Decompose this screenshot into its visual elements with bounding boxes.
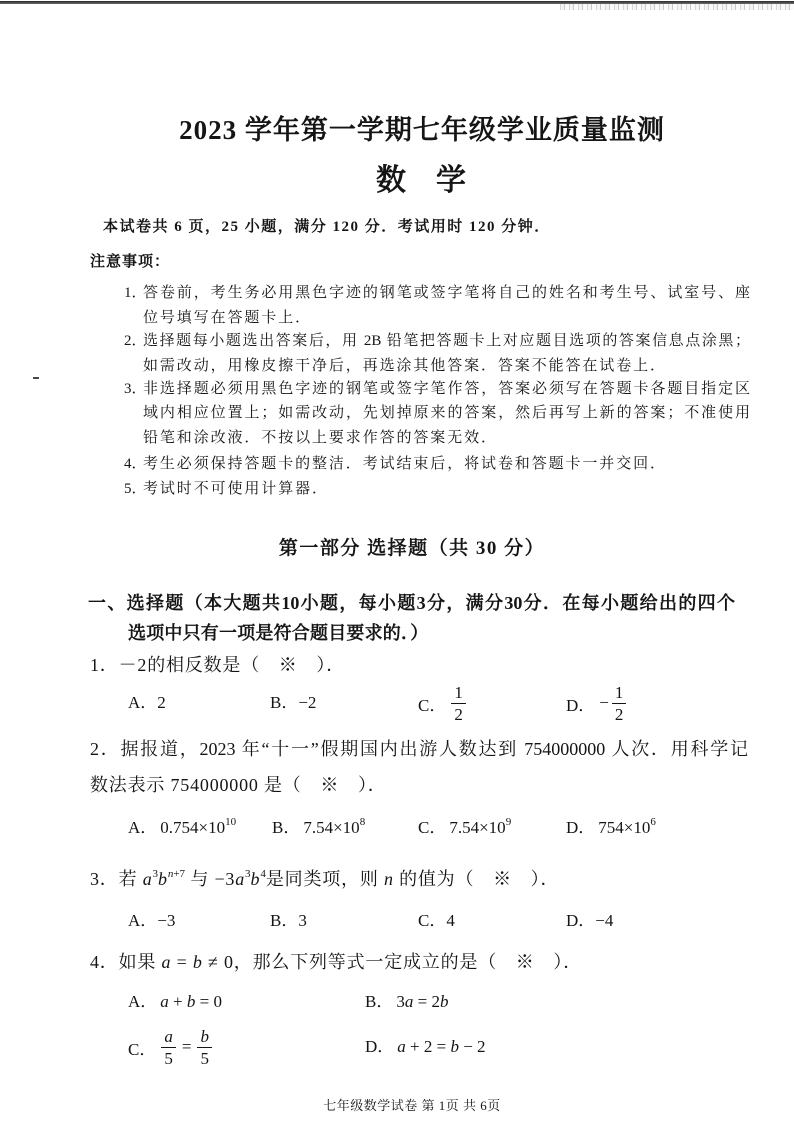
option-label: B．	[365, 992, 394, 1011]
question-2-option-c	[418, 816, 511, 840]
option-exponent: 10	[225, 816, 237, 829]
option-label: C．	[128, 1039, 157, 1059]
notice-item-5-line: 考试时不可使用计算器．	[143, 481, 329, 497]
question-4-option-d	[365, 1035, 486, 1059]
stem-text: 是同类项，则	[265, 869, 384, 889]
math-variable: b	[439, 992, 449, 1011]
scan-noise	[560, 4, 794, 10]
notice-item-3-line: 域内相应位置上；如需改动，先划掉原来的答案，然后再写上新的答案；不准使用	[143, 405, 750, 421]
notice-item-4-line: 考生必须保持答题卡的整洁．考试结束后，将试卷和答题卡一并交回．	[143, 456, 667, 472]
math-exponent: 3	[152, 868, 159, 880]
math-variable: a	[142, 869, 153, 889]
math-variable: n	[167, 868, 174, 880]
option-base: 754×10	[598, 818, 651, 837]
math-variable: b	[186, 992, 196, 1011]
math-variable: a	[161, 952, 172, 972]
option-base: 0.754×10	[160, 818, 226, 837]
option-label: A．	[128, 992, 158, 1011]
question-1-option-d	[566, 681, 628, 725]
math-coefficient: 2	[431, 992, 440, 1011]
option-label: D．	[566, 695, 596, 715]
fraction-numerator: b	[197, 1027, 212, 1048]
exam-info: 本试卷共 6 页，25 小题，满分 120 分．考试用时 120 分钟．	[103, 219, 551, 235]
question-1-option-b: B．−2	[270, 693, 317, 712]
option-label: C．	[418, 695, 447, 715]
fraction	[161, 1027, 176, 1068]
question-2-option-d	[566, 816, 656, 840]
math-coefficient: −3	[214, 869, 236, 889]
page-footer: 七年级数学试卷 第 1页 共 6页	[323, 1098, 501, 1113]
scan-speck	[33, 377, 39, 379]
question-number: 3．	[90, 869, 119, 889]
math-text: =	[171, 952, 193, 972]
part-one-heading: 第一部分 选择题（共 30 分）	[278, 538, 546, 559]
math-variable: n	[383, 869, 394, 889]
math-text: − 2	[458, 1037, 486, 1056]
math-variable: b	[250, 869, 261, 889]
option-label: C．	[418, 818, 447, 837]
math-text: = 0	[195, 992, 222, 1011]
question-2-option-a	[128, 816, 236, 840]
question-3-option-a: A．−3	[128, 911, 176, 930]
fraction	[197, 1027, 212, 1068]
question-2-stem-line: 数法表示 754000000 是（ ※ ）．	[90, 775, 387, 795]
math-variable: a	[397, 1037, 406, 1056]
notice-item-4-number: 4．	[124, 456, 147, 472]
equals-sign: =	[181, 1037, 192, 1056]
stem-text: 若	[118, 869, 143, 889]
notice-heading: 注意事项：	[90, 254, 171, 270]
subject-title: 数 学	[376, 164, 466, 197]
section-heading-line: 选项中只有一项是符合题目要求的．）	[128, 623, 429, 643]
exam-title: 2023 学年第一学期七年级学业质量监测	[179, 115, 665, 145]
math-text: =	[413, 992, 432, 1011]
question-4-option-a	[128, 990, 222, 1014]
notice-item-1-number: 1．	[124, 285, 147, 301]
question-2-stem-line: 2．据报道，2023 年“十一”假期国内出游人数达到 754000000 人次．用科学记	[90, 739, 748, 759]
math-variable: a	[404, 992, 414, 1011]
option-exponent: 8	[359, 816, 366, 829]
math-exponent: 3	[245, 868, 251, 880]
notice-item-2-line: 选择题每小题选出答案后，用 2B 铅笔把答题卡上对应题目选项的答案信息点涂黑；	[143, 333, 750, 349]
question-1-option-a: A．2	[128, 693, 166, 712]
math-text: +	[168, 992, 187, 1011]
math-variable: b	[158, 869, 168, 889]
question-4-option-c	[128, 1025, 214, 1069]
question-3-stem	[90, 868, 559, 890]
fraction	[612, 683, 627, 724]
notice-item-3-number: 3．	[124, 381, 147, 397]
question-1-option-c	[418, 681, 468, 725]
question-2-option-b	[272, 816, 365, 840]
question-3-option-d: D．−4	[566, 911, 614, 930]
math-coefficient: 3	[396, 992, 405, 1011]
question-3-option-c: C．4	[418, 911, 455, 930]
option-label: D．	[566, 818, 596, 837]
fraction-denominator: 2	[614, 704, 624, 724]
fraction-numerator: 1	[451, 683, 466, 704]
question-number: 4．	[90, 952, 119, 972]
math-exponent	[168, 868, 185, 880]
stem-text: ，那么下列等式一定成立的是（ ※ ）．	[233, 952, 582, 972]
math-variable: b	[450, 1037, 459, 1056]
minus-sign: −	[599, 693, 609, 712]
question-4-stem	[90, 951, 582, 973]
option-exponent: 6	[650, 816, 656, 829]
section-heading-line: 一、选择题（本大题共10小题，每小题3分，满分30分．在每小题给出的四个	[88, 593, 735, 613]
notice-item-2-number: 2．	[124, 333, 147, 349]
fraction-denominator: 2	[454, 704, 463, 724]
option-label: D．	[365, 1037, 395, 1056]
math-variable: a	[160, 992, 169, 1011]
fraction-denominator: 5	[200, 1048, 209, 1068]
math-variable: a	[235, 869, 246, 889]
math-variable: b	[192, 952, 203, 972]
notice-item-1-line: 位号填写在答题卡上．	[143, 310, 313, 326]
question-3-option-b: B．3	[270, 911, 307, 930]
math-exponent: 4	[260, 868, 266, 880]
stem-text: 与	[185, 869, 215, 889]
math-text: + 2 =	[405, 1037, 451, 1056]
notice-item-1-line: 答卷前，考生务必用黑色字迹的钢笔或签字笔将自己的姓名和考生号、试室号、座	[143, 285, 750, 301]
fraction-denominator: 5	[164, 1048, 173, 1068]
math-text: +7	[173, 868, 186, 880]
math-text: ≠ 0	[202, 952, 234, 972]
option-label: B．	[272, 818, 301, 837]
fraction	[451, 683, 466, 724]
notice-item-5-number: 5．	[124, 481, 147, 497]
notice-item-2-line: 如需改动，用橡皮擦干净后，再选涂其他答案．答案不能答在试卷上．	[143, 358, 667, 374]
option-exponent: 9	[505, 816, 512, 829]
notice-item-3-line: 铅笔和涂改液．不按以上要求作答的答案无效．	[143, 430, 498, 446]
fraction-numerator: a	[161, 1027, 176, 1048]
stem-text: 的值为（ ※ ）．	[393, 869, 560, 889]
question-1-stem: 1．－2的相反数是（ ※ ）．	[90, 655, 345, 675]
option-base: 7.54×10	[449, 818, 506, 837]
option-base: 7.54×10	[303, 818, 360, 837]
question-4-option-b	[365, 990, 448, 1014]
option-label: A．	[128, 818, 158, 837]
notice-item-3-line: 非选择题必须用黑色字迹的钢笔或签字笔作答，答案必须写在答题卡各题目指定区	[143, 381, 750, 397]
stem-text: 如果	[118, 952, 162, 972]
fraction-numerator: 1	[612, 683, 627, 704]
